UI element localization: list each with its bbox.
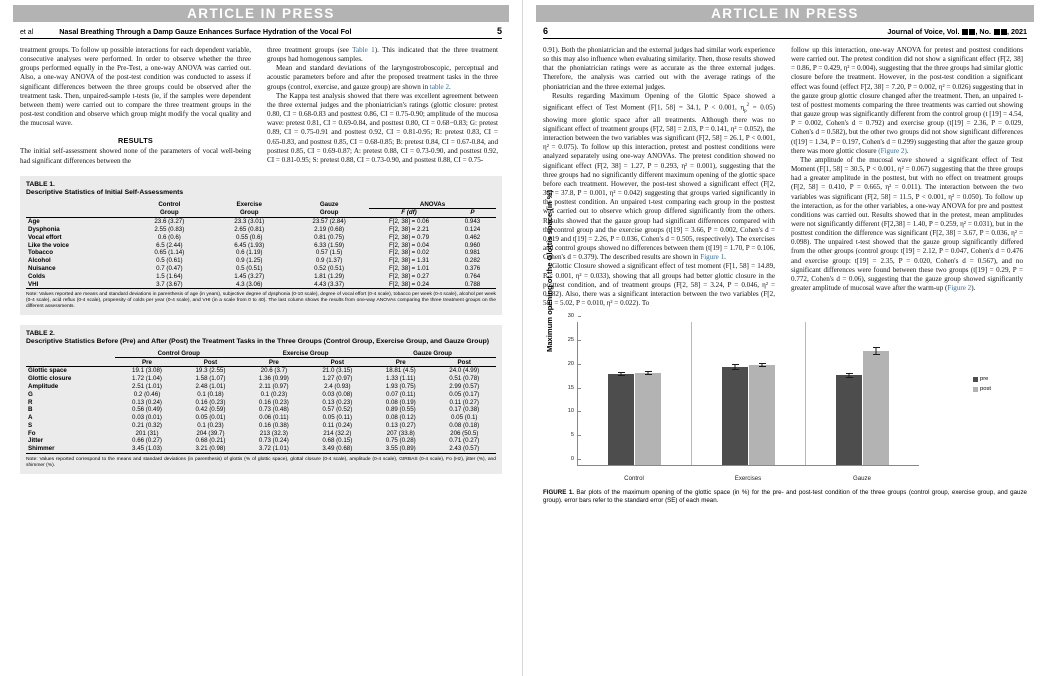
cell: 0.9 (1.25) [235,257,263,265]
text-run: Mean and standard deviations of the laryngostroboscopic, perceptual and acoustic parameters before and after the proposed treatment tasks in the three groups (control, exercise, and gauze group) are shown in [267,64,498,91]
cell: 0.1 (0.23) [197,421,224,429]
section-heading-results: RESULTS [118,136,153,146]
table-2-number: TABLE 2. [26,329,55,337]
cell: 0.960 [464,241,481,249]
table-2-title: Descriptive Statistics Before (Pre) and After (Post) the Treatment Tasks in the Three Groups (Control Group, Exercise Group, and Gauze Group) [26,337,490,345]
chart-y-tick: 20 [568,361,578,367]
chart-x-label: Gauze [853,475,871,483]
chart-y-tick: 10 [568,408,578,414]
cell: 0.05 (0.11) [322,414,353,422]
redacted-block-icon [994,29,1000,35]
cell: F[2, 38] = 0.79 [388,233,430,241]
paragraph-l2-1 [267,46,498,64]
legend-swatch-icon [973,387,978,392]
page-number-right: 6 [543,26,549,36]
xref-figure2-b[interactable]: Figure 2 [947,284,972,293]
cell: 2.48 (1.01) [195,383,226,391]
text-run: ). [971,284,976,293]
chart-x-label: Exercises [734,475,762,483]
row-label: B [28,406,33,414]
row-label: VHI [26,280,129,288]
row-label: S [28,421,33,429]
running-head-left [20,26,502,39]
text-run: ). This indicated that the three treatment groups had homogenous samples. [267,46,498,64]
text-run: follow up this interaction, one-way ANOVA for pretest and posttest conditions were carried out. The pretest condition did not show a significant effect (F[2, 38] = 0.86, P = 0.429, η² = 0.004), suggesting that the three groups had similar glottic closure before the treatment. However, in the post-test condition a significant effect was found (effect F[2, 38] = 7.20, P = 0.002, η² = 0.026) suggesting that in the gauze group glottic closure changed after the treatment. Then, an unpaired t-test of posttest moments comparing the three treatments was carried out showing that gauze group was significantly different from the control group (t [19] = 4.54, P = 0.002, Cohen's d = 0.792) and exercise group (t[19] = 2.36, P = 0.029, Cohen's d = 0.582), but the other two groups did not show significant differences (t[19] = 1.34, P = 0.197, Cohen's d = 0.299) suggesting that after the gauze group there was more glottic closure [791,46,1023,155]
cell: 6.45 (1.93) [234,241,265,249]
cell: 0.764 [464,272,481,280]
legend-swatch-icon [973,377,978,382]
table-row [26,429,496,437]
cell: 0.2 (0.46) [133,390,161,398]
table-2-group-header: Control Group [115,350,242,358]
table-row [26,217,496,225]
cell: 1.81 (1.29) [314,272,345,280]
cell: F[2, 38] = 0.04 [388,241,430,249]
cell: 0.08 (0.19) [385,398,416,406]
cell: 2.55 (0.83) [154,226,185,234]
cell: 18.81 (4.5) [385,367,416,375]
cell: 0.16 (0.23) [195,398,226,406]
chart-error-bar [735,364,736,369]
cell: 0.56 (0.49) [132,406,162,414]
body-columns-left [20,46,502,166]
cell: 0.55 (0.6) [235,233,263,241]
cell: 0.89 (0.55) [385,406,416,414]
table-row [26,280,496,288]
chart-error-bar [876,347,877,355]
cell: 0.05 (0.01) [195,414,226,422]
table-2-subheader: Post [432,358,496,367]
chart-error-bar [849,373,850,378]
cell: 2.65 (0.81) [234,226,265,234]
row-label: Shimmer [26,445,115,453]
chart-group-control [578,322,692,465]
article-in-press-banner-right [536,5,1034,22]
running-head-right [543,26,1027,39]
paragraph-r1-2 [543,92,775,263]
cell: 0.08 (0.18) [449,421,480,429]
row-label: Tobacco [28,249,53,257]
cell: 23.3 (3.01) [234,218,265,226]
table-2-subheader: Pre [242,358,305,367]
cell: 0.17 (0.38) [449,406,480,414]
cell: 19.3 (2.55) [195,367,226,375]
row-label: Alcohol [28,257,51,265]
chart-y-tick: 30 [568,313,578,319]
cell: 0.5 (0.61) [156,257,183,265]
chart-y-axis-label: Maximum opening of the Glottis space (in %) [545,190,554,353]
table-1-subheader: Group [209,209,289,218]
row-label: R [28,398,33,406]
cell: 0.81 (0.75) [314,233,345,241]
cell: 0.16 (0.23) [258,398,289,406]
cell: 23.57 (2.84) [312,218,346,226]
chart-bar-pre [836,375,862,465]
table-1-title: Descriptive Statistics of Initial Self-Assessments [26,188,184,196]
figure-1-label: FIGURE 1. [543,489,574,497]
chart-x-label: Control [624,475,644,483]
cell: 0.11 (0.27) [449,398,479,406]
chart-x-tick-labels [577,475,919,482]
cell: 1.45 (3.27) [234,272,265,280]
cell: 0.73 (0.24) [258,437,289,445]
row-label: Dysphonia [28,226,60,234]
table-row [26,422,496,430]
xref-table2[interactable]: table 2 [429,82,450,91]
banner-text: ARTICLE IN PRESS [187,6,335,21]
chart-group-gauze [806,322,919,465]
cell: 4.3 (3.06) [209,280,289,288]
cell: 0.05 (0.1) [451,414,478,422]
table-1-subheader-f: F (df) [369,209,449,218]
cell: 1.58 (1.07) [195,375,226,383]
column-left-1 [20,46,251,166]
cell: 214 (32.2) [323,429,352,437]
table-row [26,390,496,398]
row-label: Colds [28,272,46,280]
cell: 0.71 (0.27) [449,437,480,445]
table-2-header-row-1 [26,350,496,358]
cell: 6.5 (2.44) [156,241,183,249]
row-label: A [28,414,33,422]
chart-plot-area [567,313,919,466]
cell: 0.68 (0.15) [322,437,353,445]
cell: 213 (32.3) [259,429,288,437]
article-in-press-banner [13,5,509,22]
cell: 3.55 (0.89) [369,445,432,453]
cell: 3.7 (3.67) [129,280,209,288]
row-label: G [28,390,33,398]
cell: 2.43 (0.57) [432,445,496,453]
row-label: Vocal effort [28,233,62,241]
cell: 0.16 (0.38) [258,421,289,429]
text-run: three treatment groups (see [267,46,353,54]
table-2-subheader: Post [179,358,242,367]
table-2-subheader: Pre [369,358,432,367]
paragraph-l2-2 [267,64,498,91]
cell: 0.51 (0.78) [449,375,480,383]
cell: 3.21 (0.98) [179,445,242,453]
cell: 0.57 (0.52) [322,406,353,414]
cell: 204 (39.7) [196,429,225,437]
cell: 1.33 (1.11) [386,375,416,383]
cell: 23.6 (3.27) [154,218,185,226]
table-1-header-row-2 [26,209,496,218]
chart-y-tick: 15 [568,385,578,391]
chart-y-tick: 0 [571,456,578,462]
cell: 3.49 (0.68) [306,445,369,453]
cell: 0.7 (0.47) [156,264,183,272]
column-right-1 [543,46,775,308]
table-1-note: Note: Values reported are means and standard deviations in parenthesis of age (in years), subjective degree of dysphonia (0-10 scale), degree of vocal effort (0-4 scale), tobacco per week (0-4 scale), alcohol per week (0-4 scale), acid reflux (0-4 scale), propensity of colds per year (0-4 scale), and VHI (in a scale from 0 to 40). The last column shows the results from one-way ANOVAs comparing the three treatment groups on the different assessments. [26,291,496,309]
cell: 0.6 (1.19) [235,249,263,257]
text-run: , No. [975,27,994,36]
cell: 4.43 (3.37) [289,280,369,288]
cell: 0.5 (0.51) [235,264,263,272]
cell: 0.13 (0.23) [322,398,353,406]
table-1-subheader-p: P [449,209,496,218]
chart-bar-post [749,365,775,465]
cell: F[2, 38] = 0.06 [388,218,430,226]
table-row [26,249,496,257]
cell: 0.9 (1.37) [315,257,343,265]
chart-error-bar [762,363,763,367]
table-row [26,257,496,265]
xref-figure1[interactable]: Figure 1 [700,253,725,262]
xref-figure2-a[interactable]: (Figure 2) [878,146,907,155]
row-label: Age [28,218,40,226]
table-2-grid [26,350,496,454]
table-1-col-header: Control [158,200,181,208]
cell: 201 (31) [135,429,159,437]
legend-label: post [980,386,991,393]
chart-bar-post [635,373,661,465]
table-2-subheader: Post [306,358,369,367]
eta-subscript: p [744,108,747,114]
table-2-group-header: Gauze Group [369,350,496,358]
cell: 1.5 (1.64) [156,272,183,280]
table-1-number: TABLE 1. [26,180,55,188]
page-number-left: 5 [496,26,502,36]
running-head-title: Nasal Breathing Through a Damp Gauze Enhances Surface Hydration of the Vocal Fol [59,27,352,36]
table-1 [20,176,502,315]
cell: 0.52 (0.51) [314,264,345,272]
table-row [26,445,496,453]
chart-bar-post [863,351,889,465]
cell: 1.36 (0.99) [258,375,289,383]
text-run: . [449,82,451,91]
text-run: , 2021 [1007,27,1027,36]
paragraph-l1-1: treatment groups. To follow up possible interactions for each dependent variable, consecutive analyses were performed. In order to observe whether the three groups performed equally in the Pre-Test, a one-way ANOVA was carried out. Also, a one-way ANOVA of the post-test condition was conducted to assess if significant differences between the three groups could be observed after the treatment task. Then, unpaired-sample t-tests (ie, if the samples were dependent between them) were carried out to compare the three treatment groups in the post-test condition and observe which group might modify the vocal quality and the mucosal wave. [20,46,251,128]
table-row [26,375,496,383]
cell: 0.376 [464,264,481,272]
cell: 0.6 (0.6) [157,233,181,241]
table-row [26,414,496,422]
legend-label: pre [980,376,989,383]
redacted-block-icon [962,29,968,35]
cell: 3.72 (1.01) [242,445,305,453]
cell: 0.75 (0.28) [385,437,416,445]
paragraph-r1-3: Glottic Closure showed a significant effect of test moment (F[1, 58] = 14.89, P < 0.001, η² = 0.033), showing that all groups had better glottic closure in the posttest condition, and of treatment groups (F[2, 58] = 3.24, P = 0.046, η² = 0.082). Also, there was a significant interaction between the two variables (F[2, 58] = 5.02, P = 0.010, η² = 0.022). To [543,262,775,307]
cell: 2.11 (0.97) [259,383,289,391]
cell: 0.73 (0.48) [258,406,289,414]
paragraph-l1-2: The initial self-assessment showed none of the parameters of vocal well-being had significant differences between the [20,147,251,165]
cell: F[2, 38] = 1.31 [388,257,430,265]
figure-1-caption [543,489,1027,505]
cell: F[2, 38] = 1.01 [388,264,430,272]
eta-superscript: 2 [746,102,750,108]
cell: 0.65 (1.14) [154,249,185,257]
paragraph-l2-3: The Kappa test analysis showed that there was excellent agreement between the three external judges and the phoniatrician's ratings (glottic closure: pretest 0.80, CI = 0.68-0.83 and posttest 0.86, CI = 0.75-0.90; amplitude of the mucosa wave: pretest 0.81, CI = 0.69-0.84, and posttest 0.80, CI = 0.68−0.83; G: pretest 0.89, CI = 0.75-0.91 and posttest 0.92, CI = 0.81-0.95; R: pretest 0.83, CI = 0.65-0.83, and posttest 0.85, CI = 0.68-0.85; B: pretest 0.84, CI = 0.67-0.84, and posttest 0.85, CI = 0.69-0.87; A: pretest 0.88, CI = 0.73-0.90, and posttest 0.92, CI = 0.81-0.95; S: pretest 0.88, CI = 0.73-0.90, and posttest 0.88, CI = 0.75- [267,91,498,164]
cell: 0.42 (0.59) [195,406,226,414]
cell: F[2, 38] = 0.24 [369,280,449,288]
cell: 0.282 [464,257,481,265]
row-label: Glottic space [28,367,67,375]
table-1-col-header: Exercise [236,200,262,208]
chart-y-tick: 5 [571,432,578,438]
text-run: Results regarding Maximum Opening of the Glottic Space showed a significant effect of Test Moment (F[1, 58] = 34.1, P < 0.001, η [543,91,775,112]
cell: 0.03 (0.08) [322,390,353,398]
cell: F[2, 38] = 0.27 [388,272,430,280]
cell: 2.51 (1.01) [132,383,162,391]
table-1-col-header: Gauze [319,200,339,208]
cell: 0.07 (0.11) [386,390,416,398]
cell: 0.66 (0.27) [132,437,162,445]
cell: 1.72 (1.04) [132,375,162,383]
table-row [26,367,496,375]
cell: 0.57 (1.5) [315,249,343,257]
cell: 0.68 (0.21) [195,437,226,445]
cell: 207 (33.8) [386,429,415,437]
text-run: The amplitude of the mucosal wave showed a significant effect of Test Moment (F[1, 58] = 30.5, P < 0.001, η² = 0.067) suggesting that the three groups had a greater amplitude in the posttest, but with no effect on treatment groups (F[2, 58] = 0.410, P = 0.665, η² = 0.011). The interaction between the two variables was significant (F[2, 58] = 11.5, P < 0.001, η² = 0.050). To follow up the interaction, as for the other variables, a one-way ANOVA for pre and posttest conditions was carried out. Results showed that in the pretest, mean amplitudes were not significantly different (F[2,38] = 1.40, P = 0.259, η² = 0.031), but in the posttest condition the difference was significant (F[2, 38] = 3.67, P = 0.036, η² = 0.098). The unpaired t-test showed that the gauze group significantly differed from the other groups (control group: t[19] = 2.12, P = 0.047, Cohen's d = 0.476 and exercise group: t[19] = 2.35, P = 0.020, Cohen's d = 0.567), and no significant differences were found between these two groups (t[19] = 0.29, P = 0.772, Cohen's d = 0.06), suggesting that the gauze group showed significantly greater amplitude of mucosal wave after the warm-up ( [791,155,1023,293]
chart-group-exercises [692,322,806,465]
cell: 0.943 [464,218,481,226]
chart-legend [973,376,991,396]
journal-citation [887,27,1027,36]
paragraph-r2-1 [791,46,1023,156]
cell: F[2, 38] = 2.21 [388,226,430,234]
table-1-grid [26,200,496,289]
text-run: . [906,146,909,155]
cell: 0.1 (0.18) [197,390,224,398]
cell: 24.0 (4.99) [449,367,480,375]
cell: 0.124 [464,226,481,234]
row-label: Glottic closure [28,375,72,383]
body-columns-right [543,46,1027,308]
table-row [26,226,496,234]
table-2-note: Note: Values reported correspond to the means and standard deviations (in parenthesis) of glottis (% of glottic space), glottal closure (0-4 scale), amplitude (0-4 scale), GIRBAS (0-4 scale), Fo (Hz), jitter (%), and shimmer (%). [26,456,496,468]
banner-text: ARTICLE IN PRESS [711,6,859,21]
chart-legend-item-post [973,386,991,392]
table-1-subheader: Group [289,209,369,218]
row-label: Amplitude [28,383,59,391]
figure-1-caption-text: Bar plots of the maximum opening of the glottic space (in %) for the pre- and post-test condition of the three groups (control group, exercise group, and gauze group). error bars refer to the standard error (SE) of each mean. [543,489,1027,504]
running-head-authors: et al [20,29,34,36]
table-2-header-row-2 [26,358,496,367]
chart-bar-pre [722,367,748,465]
table-row [26,233,496,241]
cell: 0.13 (0.27) [385,421,416,429]
cell: 206 (50.5) [450,429,479,437]
cell: 0.981 [464,249,481,257]
cell: 20.6 (3.7) [260,367,288,375]
row-label: Like the voice [28,241,69,249]
cell: 2.99 (0.57) [449,383,480,391]
chart-error-bar [648,371,649,375]
cell: 0.21 (0.32) [132,421,162,429]
table-row [26,398,496,406]
cell: 2.4 (0.93) [324,383,351,391]
page-right [523,0,1047,676]
chart-error-bar [621,372,622,376]
cell: 0.1 (0.23) [260,390,288,398]
chart-y-tick: 25 [568,337,578,343]
cell: 21.0 (3.15) [322,367,353,375]
xref-table1[interactable]: Table 1 [352,46,375,54]
cell: 19.1 (3.08) [132,367,162,375]
chart-bar-groups [578,322,919,465]
column-left-2 [267,46,498,166]
table-1-subheader: Group [129,209,209,218]
table-row [26,437,496,445]
cell: 3.45 (1.03) [115,445,178,453]
paragraph-r1-1: 0.91). Both the phoniatrician and the external judges had similar work experience so this may also influence when evaluating similarity. Then, those results showed that the phoniatrician ratings were as accurate as the three external judges. Therefore, the analysis was carried out with the average ratings of the phoniatrician and the three external judges. [543,46,775,91]
chart-bar-pre [608,374,634,465]
table-2-group-header: Exercise Group [242,350,369,358]
cell: 0.788 [449,280,496,288]
cell: 6.33 (1.59) [314,241,345,249]
table-2-subheader: Pre [115,358,178,367]
chart-legend-item-pre [973,376,991,382]
cell: 0.03 (0.01) [132,414,162,422]
cell: 2.19 (0.68) [314,226,345,234]
paragraph-r2-2 [791,156,1023,293]
row-label: Nuisance [28,264,56,272]
row-label: Jitter [28,437,44,445]
redacted-block-icon [1001,29,1007,35]
table-1-header-row-1 [26,200,496,208]
cell: 0.11 (0.24) [322,421,353,429]
cell: 0.13 (0.24) [132,398,162,406]
cell: 1.27 (0.97) [322,375,353,383]
table-row [26,406,496,414]
cell: 0.05 (0.17) [449,390,480,398]
cell: 0.08 (0.12) [385,414,416,422]
table-row [26,383,496,391]
table-row [26,265,496,273]
cell: 0.06 (0.11) [259,414,289,422]
text-run: = 0.05) showing more glottic space after all treatments. Although there was no significant effect of treatment groups (F[2, 58] = 2.03, P = 0.141, η² = 0.052), the interaction between the two variables was significant (F[2, 58] = 26.1, P < 0.001, η² = 0.075). To follow up this interaction, pretest and posttest conditions were analyzed separately using one-way ANOVAs. The pretest condition showed no significant effect (F[2, 38] = 1.27, P = 0.293, η² = 0.001), suggesting that the three groups had no significantly different maximum opening of the glottic space before each treatment. However, the post-test showed a significant effect (F[2, 38] = 37.8, P = 0.001, η² = 0.042) suggesting that groups varied significantly in the posttest condition. An unpaired t-test comparing each group in the posttest was carried out to observe which group differed significantly from the others. Results showed that the gauze group had significant differences compared with the control group and the exercise groups (t[19] = 3.66, P = 0.002, Cohen's d = 0.819 and t[19] = 2.26, P = 0.036, Cohen's d = 0.505, respectively). The exercises and control groups showed no differences between them (t[19] = 1.70, P = 0.106, Cohen's d = 0.379). The described results are shown in [543,103,775,262]
cell: F[2, 38] = 0.02 [388,249,430,257]
table-row [26,272,496,280]
table-2 [20,325,502,474]
row-label: Fo [28,429,36,437]
cell: 0.462 [464,233,481,241]
table-1-col-header-anovas: ANOVAs [369,200,496,208]
table-row [26,241,496,249]
cell: 1.93 (0.75) [385,383,416,391]
page-left [0,0,523,676]
text-run: Journal of Voice, Vol. [887,27,962,36]
column-right-2 [791,46,1023,308]
text-run: . [724,253,726,262]
